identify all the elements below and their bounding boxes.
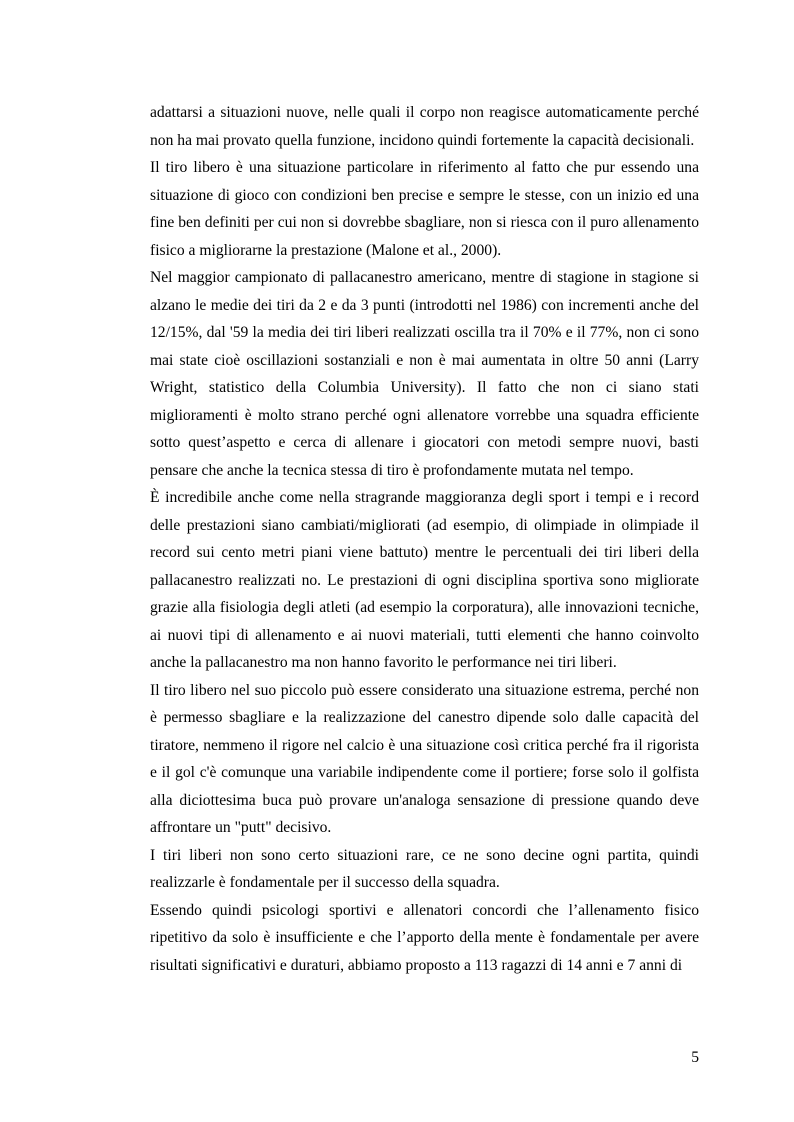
paragraph: adattarsi a situazioni nuove, nelle quali il corpo non reagisce automaticamente perché non ha mai provato quella funzione, incidono quindi fortemente la capacità decisionali.: [150, 104, 699, 149]
paragraph: Il tiro libero è una situazione particolare in riferimento al fatto che pur essendo una situazione di gioco con condizioni ben precise e sempre le stesse, con un inizio ed una fine ben definiti per cui non si dovrebbe sbagliare, non si riesca con il puro allenamento fisico a migliorarne la prestazione (Malone et al., 2000).: [150, 159, 699, 259]
paragraph: Essendo quindi psicologi sportivi e allenatori concordi che l’allenamento fisico ripetitivo da solo è insufficiente e che l’apporto della mente è fondamentale per avere risultati significativi e duraturi, abbiamo proposto a 113 ragazzi di 14 anni e 7 anni di: [150, 901, 699, 974]
page-number: 5: [691, 1049, 699, 1066]
paragraph: I tiri liberi non sono certo situazioni rare, ce ne sono decine ogni partita, quindi realizzarle è fondamentale per il successo della squadra.: [150, 846, 699, 891]
paragraph: È incredibile anche come nella stragrande maggioranza degli sport i tempi e i record delle prestazioni siano cambiati/migliorati (ad esempio, di olimpiade in olimpiade il record sui cento metri piani viene battuto) mentre le percentuali dei tiri liberi della pallacanestro realizzati no. Le prestazioni di ogni disciplina sportiva sono migliorate grazie alla fisiologia degli atleti (ad esempio la corporatura), alle innovazioni tecniche, ai nuovi tipi di allenamento e ai nuovi materiali, tutti elementi che hanno coinvolto anche la pallacanestro ma non hanno favorito le performance nei tiri liberi.: [150, 489, 699, 671]
paragraph: Nel maggior campionato di pallacanestro americano, mentre di stagione in stagione si alzano le medie dei tiri da 2 e da 3 punti (introdotti nel 1986) con incrementi anche del 12/15%, dal '59 la media dei tiri liberi realizzati oscilla tra il 70% e il 77%, non ci sono mai state cioè oscillazioni sostanziali e non è mai aumentata in oltre 50 anni (Larry Wright, statistico della Columbia University). Il fatto che non ci siano stati miglioramenti è molto strano perché ogni allenatore vorrebbe una squadra efficiente sotto quest’aspetto e cerca di allenare i giocatori con metodi sempre nuovi, basti pensare che anche la tecnica stessa di tiro è profondamente mutata nel tempo.: [150, 269, 699, 479]
body-text: [150, 99, 699, 979]
paragraph: Il tiro libero nel suo piccolo può essere considerato una situazione estrema, perché non è permesso sbagliare e la realizzazione del canestro dipende solo dalle capacità del tiratore, nemmeno il rigore nel calcio è una situazione così critica perché fra il rigorista e il gol c'è comunque una variabile indipendente come il portiere; forse solo il golfista alla diciottesima buca può provare un'analoga sensazione di pressione quando deve affrontare un "putt" decisivo.: [150, 681, 699, 836]
